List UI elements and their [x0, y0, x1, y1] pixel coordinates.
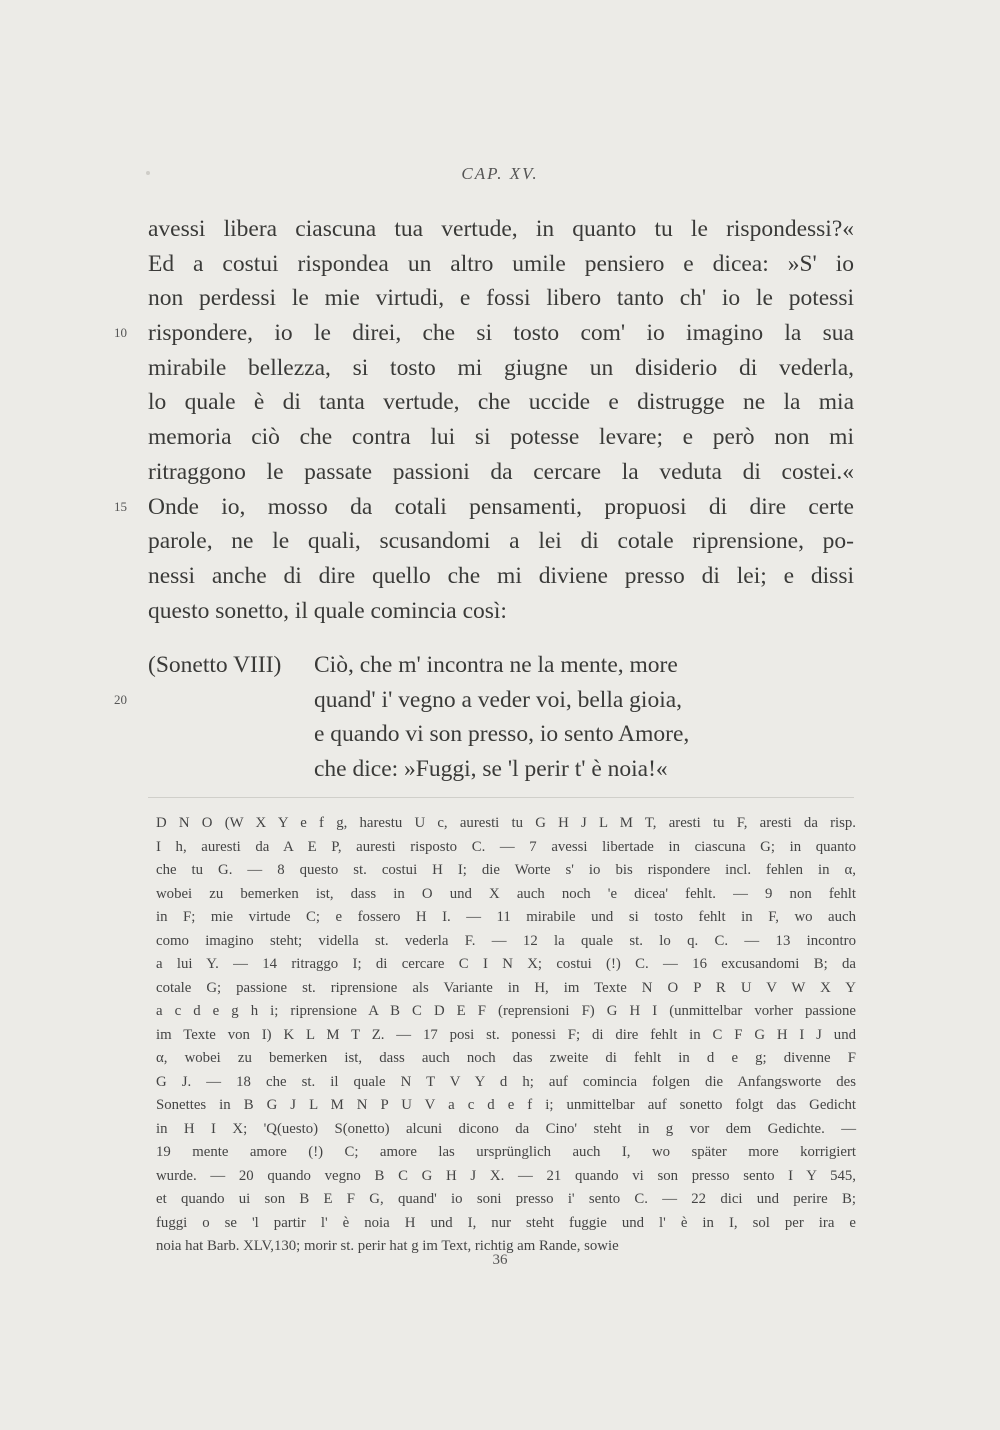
- line-number: 20: [114, 691, 127, 707]
- prose-line: [114, 316, 854, 351]
- sonnet-block: [114, 648, 848, 786]
- page-number: 36: [492, 1252, 508, 1268]
- prose-line: [148, 212, 854, 247]
- prose-line: [148, 281, 854, 316]
- line-number: 10: [114, 325, 127, 341]
- sonnet-line: [114, 683, 848, 718]
- note-line: cotale G; passione st. riprensione als Variante in H, im Texte N O P R U V W X Y: [156, 979, 856, 996]
- prose-line-text: questo sonetto, il quale comincia così:: [148, 597, 507, 624]
- note-line: fuggi o se 'l partir l' è noia H und I, nur steht fuggie und l' è in I, sol per ira e: [156, 1214, 856, 1231]
- note-line: D N O (W X Y e f g, harestu U c, auresti tu G H J L M T, aresti tu F, aresti da risp.: [156, 815, 856, 831]
- prose-block: [114, 212, 854, 628]
- note-line: como imagino steht; vidella st. vederla F. — 12 la quale st. lo q. C. — 13 incontro: [156, 932, 856, 949]
- sonnet-line: [148, 752, 848, 787]
- prose-line-text: non perdessi le mie virtudi, e fossi libero tanto ch' io le potessi: [148, 285, 854, 312]
- note-line: α, wobei zu bemerken ist, dass auch noch das zweite di fehlt in d e g; divenne F: [156, 1050, 856, 1066]
- prose-line: [148, 247, 854, 282]
- note-line: wurde. — 20 quando vegno B C G H J X. — 21 quando vi son presso sento I Y 545,: [156, 1167, 856, 1184]
- sonnet-line: [148, 717, 848, 752]
- prose-line-text: memoria ciò che contra lui si potesse levare; e però non mi: [148, 424, 854, 451]
- prose-line-text: ritraggono le passate passioni da cercare la veduta di costei.«: [148, 458, 854, 485]
- prose-line: [148, 559, 854, 594]
- note-line: I h, auresti da A E P, auresti risposto C. — 7 avessi libertade in ciascuna G; in quanto: [156, 838, 856, 855]
- prose-line-text: Onde io, mosso da cotali pensamenti, propuosi di dire certe: [148, 493, 854, 520]
- prose-line: [148, 351, 854, 386]
- sonnet-line-text: Ciò, che m' incontra ne la mente, more: [314, 652, 678, 678]
- note-line: 19 mente amore (!) C; amore las ursprünglich auch I, wo später more korrigiert: [156, 1144, 856, 1160]
- note-line: a lui Y. — 14 ritraggo I; di cercare C I N X; costui (!) C. — 16 excusandomi B; da: [156, 956, 856, 972]
- running-head: CAP. XV.: [461, 164, 539, 183]
- line-number: 15: [114, 498, 127, 514]
- note-line: in F; mie virtude C; e fossero H I. — 11 mirabile und si tosto fehlt in F, wo auch: [156, 909, 856, 925]
- sonnet-line-text: che dice: »Fuggi, se 'l perir t' è noia!«: [314, 755, 668, 782]
- prose-line-text: lo quale è di tanta vertude, che uccide e distrugge ne la mia: [148, 389, 854, 416]
- prose-line: [148, 385, 854, 420]
- prose-line: [114, 490, 854, 525]
- note-line: Sonettes in B G J L M N P U V a c d e f i; unmittelbar auf sonetto folgt das Gedicht: [156, 1097, 856, 1113]
- sonnet-line-text: quand' i' vegno a veder voi, bella gioia,: [314, 686, 683, 713]
- prose-line: [148, 420, 854, 455]
- sonnet-line-text: e quando vi son presso, io sento Amore,: [314, 721, 690, 747]
- prose-line: [148, 524, 854, 559]
- prose-line-text: nessi anche di dire quello che mi diviene presso di lei; e dissi: [148, 562, 854, 589]
- note-line: in H I X; 'Q(uesto) S(onetto) alcuni dicono da Cino' steht in g vor dem Gedichte. —: [156, 1120, 856, 1137]
- apparatus-notes: [156, 812, 856, 1259]
- prose-line-text: Ed a costui rispondea un altro umile pensiero e dicea: »S' io: [148, 250, 854, 277]
- note-line: noia hat Barb. XLV,130; morir st. perir hat g im Text, richtig am Rande, sowie: [156, 1238, 619, 1254]
- sonnet-line: [148, 648, 848, 683]
- note-line: che tu G. — 8 questo st. costui H I; die Worte s' io bis rispondere incl. fehlen in α,: [156, 862, 856, 878]
- note-line: G J. — 18 che st. il quale N T V Y d h; auf comincia folgen die Anfangsworte des: [156, 1073, 856, 1090]
- prose-line: [148, 455, 854, 490]
- note-line: im Texte von I) K L M T Z. — 17 posi st. ponessi F; di dire fehlt in C F G H I J und: [156, 1026, 856, 1043]
- note-line: wobei zu bemerken ist, dass in O und X auch noch 'e dicea' fehlt. — 9 non fehlt: [156, 885, 856, 902]
- footnote-rule: [148, 797, 854, 798]
- note-line: a c d e g h i; riprensione A B C D E F (reprensioni F) G H I (unmittelbar vorher passione: [156, 1003, 856, 1019]
- prose-line-text: parole, ne le quali, scusandomi a lei di cotale riprensione, po-: [148, 528, 854, 555]
- prose-line-text: rispondere, io le direi, che si tosto com' io imagino la sua: [148, 320, 854, 347]
- sonnet-label: (Sonetto VIII): [148, 652, 282, 678]
- prose-line-text: avessi libera ciascuna tua vertude, in quanto tu le rispondessi?«: [148, 216, 854, 242]
- prose-line: [148, 594, 854, 629]
- prose-line-text: mirabile bellezza, si tosto mi giugne un disiderio di vederla,: [148, 354, 854, 381]
- note-line: et quando ui son B E F G, quand' io soni presso i' sento C. — 22 dici und perire B;: [156, 1191, 856, 1207]
